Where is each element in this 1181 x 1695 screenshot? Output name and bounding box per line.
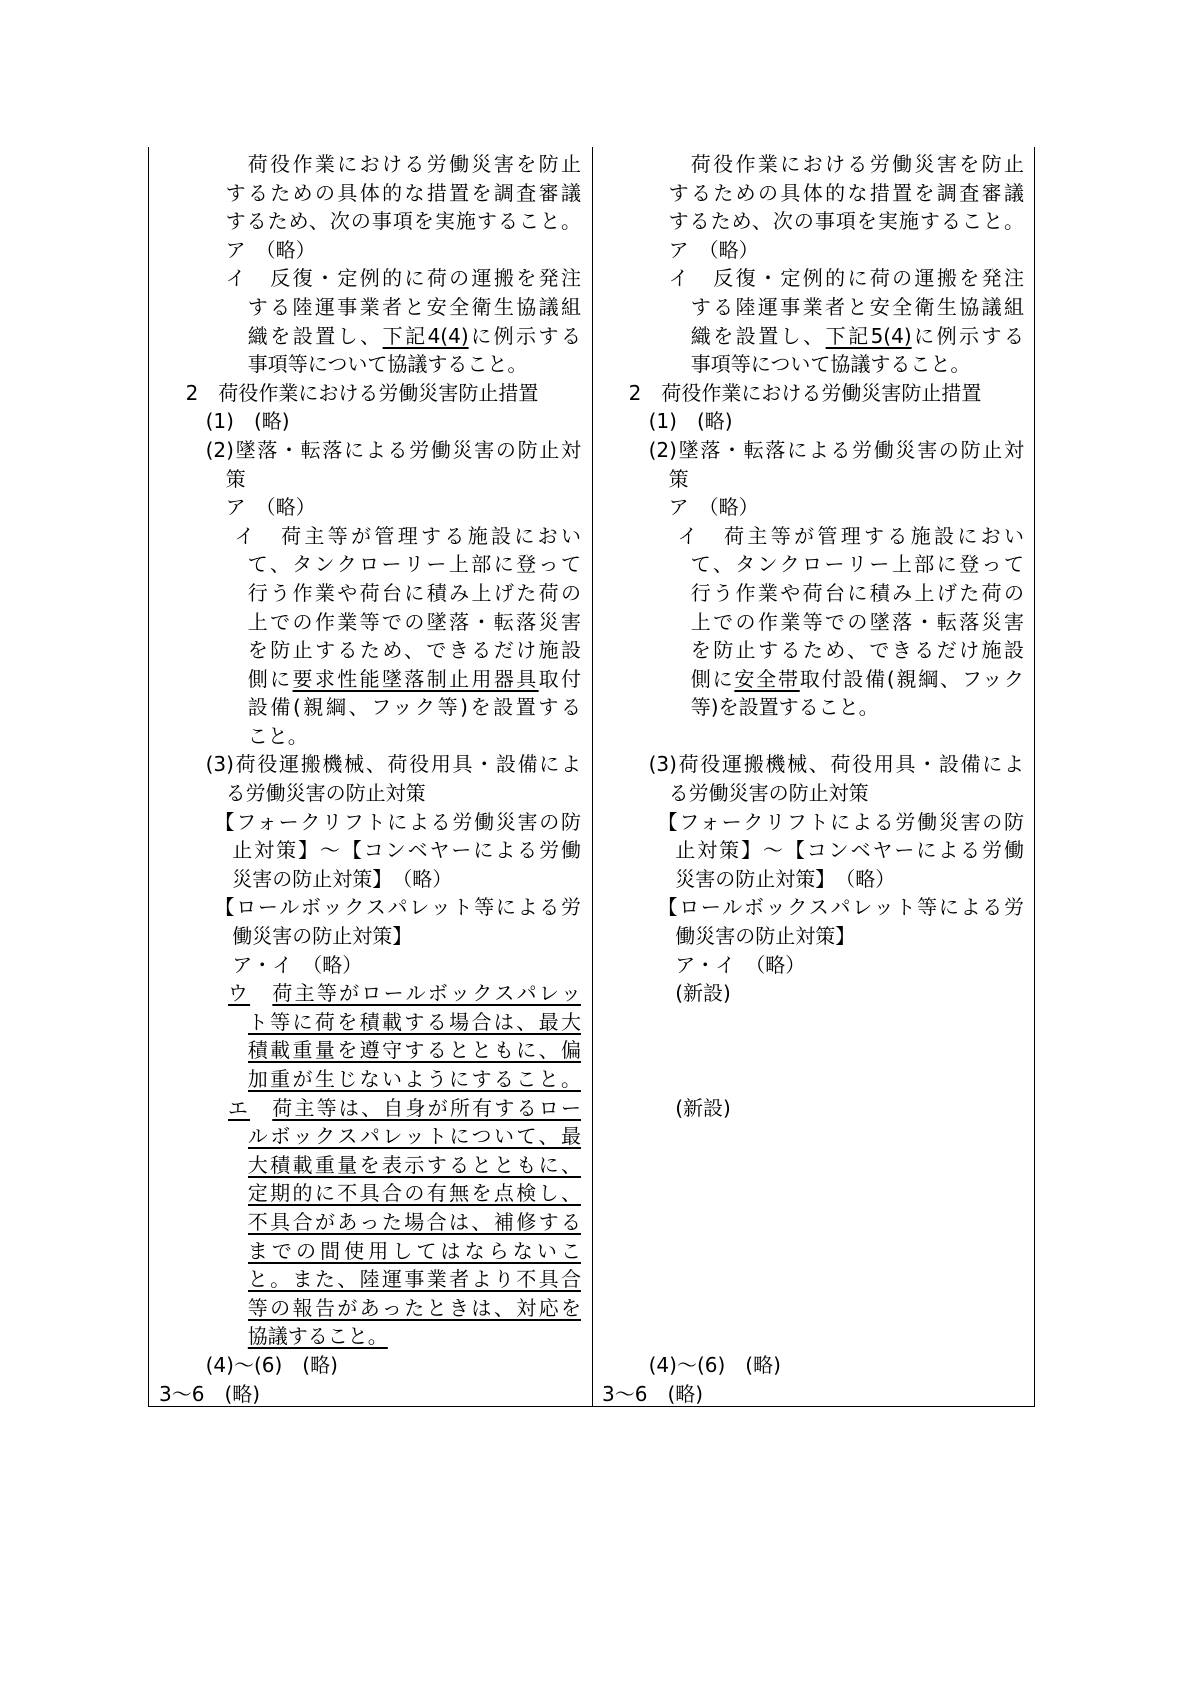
text-line bbox=[159, 1380, 581, 1409]
text-line bbox=[248, 550, 581, 579]
text-line bbox=[206, 750, 581, 779]
text-segment: 取付 bbox=[538, 666, 581, 691]
underlined-text: 加重が生じないようにすること。 bbox=[247, 1067, 581, 1091]
underlined-text: 定期的に不具合の有無を点検し、 bbox=[247, 1181, 581, 1206]
text-line bbox=[248, 1208, 581, 1237]
text-segment: 3～6 (略) bbox=[602, 1381, 704, 1406]
underlined-text: ルボックスパレットについて、最 bbox=[247, 1124, 581, 1149]
text-segment: 災害の防止対策】 （略） bbox=[675, 866, 896, 891]
text-segment: 取付設備(親綱、フック bbox=[799, 666, 1024, 691]
text-segment: 側に bbox=[690, 666, 735, 691]
text-line bbox=[248, 350, 581, 379]
text-line bbox=[248, 636, 581, 665]
text-line bbox=[226, 236, 581, 265]
text-segment: 【ロールボックスパレット等による労 bbox=[657, 895, 1024, 920]
text-segment: するため、次の事項を実施すること。 bbox=[668, 209, 1024, 234]
text-segment: ア・イ （略） bbox=[232, 952, 363, 977]
text-segment: て、タンクローリー上部に登って bbox=[247, 552, 581, 577]
underlined-text: 荷主等がロールボックスパレッ bbox=[272, 981, 581, 1006]
text-segment: 荷役作業における労働災害を防止 bbox=[690, 152, 1024, 176]
text-line bbox=[669, 236, 1024, 265]
text-line bbox=[675, 836, 1024, 865]
underlined-text: 等の報告があったときは、対応を bbox=[247, 1295, 581, 1320]
text-segment: 2 荷役作業における労働災害防止措置 bbox=[628, 380, 982, 405]
text-line bbox=[669, 493, 1024, 522]
text-line bbox=[232, 922, 581, 951]
underlined-text: エ bbox=[227, 1095, 251, 1120]
text-line bbox=[691, 579, 1024, 608]
text-line bbox=[691, 1008, 1024, 1037]
text-line bbox=[691, 1036, 1024, 1065]
text-line bbox=[691, 293, 1024, 322]
text-segment: (新設) bbox=[675, 1095, 731, 1120]
text-segment: 【ロールボックスパレット等による労 bbox=[214, 895, 581, 920]
text-segment: ア・イ （略） bbox=[675, 952, 806, 977]
underlined-text: 要求性能墜落制止用器具 bbox=[292, 666, 539, 691]
text-line bbox=[215, 893, 582, 922]
text-line bbox=[234, 522, 581, 551]
text-line bbox=[691, 1065, 1024, 1094]
underlined-text: と。また、陸運事業者より不具合 bbox=[247, 1267, 581, 1292]
underlined-text: 協議すること。 bbox=[247, 1324, 388, 1349]
text-line bbox=[649, 407, 1024, 436]
text-line bbox=[248, 1036, 581, 1065]
text-segment: 上での作業等での墜落・転落災害 bbox=[690, 609, 1024, 634]
underlined-text: 荷主等は、自身が所有するロー bbox=[272, 1095, 581, 1120]
text-line bbox=[248, 1237, 581, 1266]
text-segment: 【フォークリフトによる労働災害の防 bbox=[657, 809, 1024, 834]
text-line bbox=[691, 693, 1024, 722]
underlined-text: 不具合があった場合は、補修する bbox=[247, 1209, 581, 1234]
text-line bbox=[691, 1294, 1024, 1323]
text-line bbox=[629, 379, 1024, 408]
text-line bbox=[248, 1294, 581, 1323]
text-line bbox=[649, 436, 1024, 465]
underlined-text: までの間使用してはならないこ bbox=[247, 1238, 581, 1263]
text-line bbox=[215, 808, 582, 837]
text-line bbox=[226, 264, 581, 293]
text-segment: ア （略） bbox=[668, 237, 759, 262]
text-line bbox=[691, 1179, 1024, 1208]
revised-text-column bbox=[159, 150, 581, 1408]
text-segment: イ 反復・定例的に荷の運搬を発注 bbox=[225, 266, 581, 291]
text-segment: (3)荷役運搬機械、荷役用具・設備によ bbox=[648, 752, 1024, 777]
text-line bbox=[226, 779, 581, 808]
text-line bbox=[248, 322, 581, 351]
text-line bbox=[248, 1179, 581, 1208]
text-segment: (2)墜落・転落による労働災害の防止対 bbox=[648, 437, 1024, 462]
text-segment: 行う作業や荷台に積み上げた荷の bbox=[690, 580, 1024, 605]
text-line bbox=[248, 579, 581, 608]
text-line bbox=[669, 779, 1024, 808]
text-line bbox=[691, 1322, 1024, 1351]
text-line bbox=[669, 207, 1024, 236]
text-line bbox=[228, 979, 581, 1008]
text-line bbox=[649, 1351, 1024, 1380]
text-line bbox=[602, 1380, 1024, 1409]
text-line bbox=[691, 322, 1024, 351]
text-line bbox=[248, 722, 581, 751]
text-line bbox=[206, 407, 581, 436]
comparison-table bbox=[148, 147, 1035, 1407]
underlined-text: ウ bbox=[227, 981, 251, 1006]
text-segment: 織を設置し、 bbox=[247, 323, 383, 348]
text-line bbox=[691, 1237, 1024, 1266]
text-line bbox=[248, 665, 581, 694]
text-line bbox=[669, 465, 1024, 494]
text-line bbox=[691, 1151, 1024, 1180]
text-segment: る労働災害の防止対策 bbox=[668, 781, 869, 806]
text-line bbox=[691, 350, 1024, 379]
text-segment: て、タンクローリー上部に登って bbox=[690, 552, 1024, 577]
text-segment: (4)～(6) (略) bbox=[648, 1352, 781, 1377]
text-segment: に例示する bbox=[468, 323, 581, 348]
text-line bbox=[226, 493, 581, 522]
text-line bbox=[675, 865, 1024, 894]
text-line bbox=[232, 836, 581, 865]
text-segment: する陸運事業者と安全衛生協議組 bbox=[690, 294, 1024, 319]
text-line bbox=[669, 179, 1024, 208]
text-segment: (4)～(6) (略) bbox=[205, 1352, 338, 1377]
text-line bbox=[206, 1351, 581, 1380]
text-line bbox=[248, 693, 581, 722]
text-line bbox=[248, 1065, 581, 1094]
text-line bbox=[677, 522, 1024, 551]
underlined-text: ト等に荷を積載する場合は、最大 bbox=[247, 1009, 581, 1034]
text-segment: 等)を設置すること。 bbox=[690, 695, 879, 720]
text-line bbox=[691, 608, 1024, 637]
text-segment: 策 bbox=[668, 466, 689, 491]
text-segment: ア （略） bbox=[668, 495, 759, 520]
text-segment: 設備(親綱、フック等)を設置する bbox=[247, 695, 581, 720]
text-segment: するための具体的な措置を調査審議 bbox=[668, 180, 1024, 205]
text-line bbox=[232, 865, 581, 894]
text-line bbox=[248, 1322, 581, 1351]
text-line bbox=[232, 951, 581, 980]
text-line bbox=[226, 207, 581, 236]
text-segment: 荷役作業における労働災害を防止 bbox=[247, 152, 581, 176]
text-segment: (1) (略) bbox=[205, 409, 290, 434]
text-line bbox=[649, 750, 1024, 779]
text-segment: イ 荷主等が管理する施設におい bbox=[234, 523, 581, 548]
text-segment: る労働災害の防止対策 bbox=[225, 781, 426, 806]
text-segment: 事項等について協議すること。 bbox=[247, 352, 528, 377]
text-segment: 策 bbox=[225, 466, 246, 491]
text-segment: するため、次の事項を実施すること。 bbox=[225, 209, 581, 234]
underlined-text: 下記5(4) bbox=[825, 323, 912, 348]
text-segment: 止対策】～【コンベヤーによる労働 bbox=[232, 838, 581, 863]
text-segment: (1) (略) bbox=[648, 409, 733, 434]
text-segment: 働災害の防止対策】 bbox=[675, 924, 856, 949]
text-segment: イ 荷主等が管理する施設におい bbox=[677, 523, 1024, 548]
text-segment: 止対策】～【コンベヤーによる労働 bbox=[675, 838, 1024, 863]
text-segment: 側に bbox=[247, 666, 293, 691]
text-segment: を防止するため、できるだけ施設 bbox=[690, 638, 1024, 663]
text-line bbox=[228, 1094, 581, 1123]
text-line bbox=[226, 465, 581, 494]
text-line bbox=[675, 979, 1024, 1008]
text-segment: 上での作業等での墜落・転落災害 bbox=[247, 609, 581, 634]
text-segment: を防止するため、できるだけ施設 bbox=[247, 638, 581, 663]
text-segment bbox=[250, 981, 272, 1005]
text-line bbox=[248, 1151, 581, 1180]
text-segment: ア （略） bbox=[225, 237, 316, 262]
text-segment: 3～6 (略) bbox=[159, 1381, 261, 1406]
text-line bbox=[691, 1265, 1024, 1294]
text-line bbox=[186, 379, 581, 408]
text-segment: 【フォークリフトによる労働災害の防 bbox=[214, 809, 581, 834]
text-line bbox=[248, 293, 581, 322]
text-segment: に例示する bbox=[911, 323, 1024, 348]
text-line bbox=[691, 1208, 1024, 1237]
underlined-text: 安全帯 bbox=[734, 666, 800, 691]
text-line bbox=[691, 665, 1024, 694]
text-segment: 事項等について協議すること。 bbox=[690, 352, 971, 377]
text-line bbox=[658, 893, 1025, 922]
text-line bbox=[691, 1122, 1024, 1151]
text-line bbox=[669, 264, 1024, 293]
text-segment: 2 荷役作業における労働災害防止措置 bbox=[185, 380, 539, 405]
text-line bbox=[691, 636, 1024, 665]
text-line bbox=[248, 1122, 581, 1151]
text-line bbox=[248, 150, 581, 179]
text-line bbox=[658, 808, 1025, 837]
text-line bbox=[248, 1008, 581, 1037]
text-segment: (3)荷役運搬機械、荷役用具・設備によ bbox=[205, 752, 581, 777]
text-segment: イ 反復・定例的に荷の運搬を発注 bbox=[668, 266, 1024, 291]
text-line bbox=[226, 179, 581, 208]
text-line bbox=[691, 550, 1024, 579]
underlined-text: 積載重量を遵守するとともに、偏 bbox=[247, 1038, 581, 1063]
text-segment: (新設) bbox=[675, 981, 731, 1006]
text-segment: こと。 bbox=[247, 723, 308, 748]
text-segment: ア （略） bbox=[225, 495, 316, 520]
text-line bbox=[691, 150, 1024, 179]
text-line bbox=[248, 1265, 581, 1294]
text-segment: する陸運事業者と安全衛生協議組 bbox=[247, 294, 581, 319]
text-segment: 織を設置し、 bbox=[690, 323, 826, 348]
underlined-text: 大積載重量を表示するとともに、 bbox=[247, 1152, 581, 1177]
underlined-text: 下記4(4) bbox=[382, 323, 469, 348]
text-segment: 働災害の防止対策】 bbox=[232, 924, 413, 949]
text-segment bbox=[250, 1096, 272, 1120]
text-segment: (2)墜落・転落による労働災害の防止対 bbox=[205, 437, 581, 462]
text-line bbox=[248, 608, 581, 637]
text-segment: するための具体的な措置を調査審議 bbox=[225, 180, 581, 205]
text-line bbox=[675, 922, 1024, 951]
text-segment: 災害の防止対策】 （略） bbox=[232, 866, 453, 891]
text-line bbox=[675, 1094, 1024, 1123]
text-line bbox=[691, 722, 1024, 751]
current-text-column bbox=[602, 150, 1024, 1408]
text-line bbox=[206, 436, 581, 465]
column-divider bbox=[592, 147, 593, 1406]
text-line bbox=[675, 951, 1024, 980]
text-segment: 行う作業や荷台に積み上げた荷の bbox=[247, 580, 581, 605]
